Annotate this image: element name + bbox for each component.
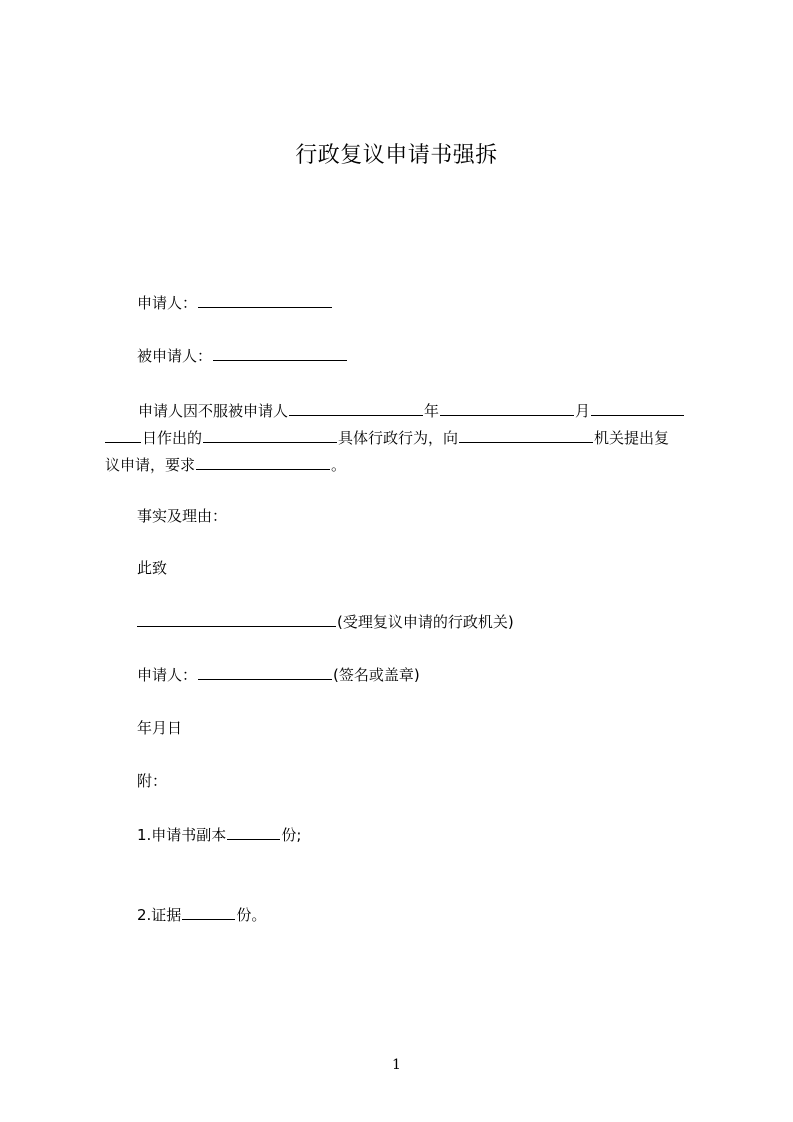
month-blank-part2[interactable]	[105, 427, 141, 443]
paragraph-text-1: 申请人因不服被申请人	[138, 402, 289, 420]
paragraph-text-request: 议申请，要求	[105, 456, 196, 474]
authority-blank[interactable]	[459, 427, 593, 443]
attachment1-count-blank[interactable]	[227, 824, 280, 840]
page-number: 1	[392, 1057, 401, 1073]
attachment2-prefix: 2.证据	[137, 906, 182, 924]
salutation: 此致	[137, 559, 168, 577]
date-line: 年月日	[137, 719, 183, 737]
request-paragraph	[105, 398, 705, 479]
facts-heading: 事实及理由：	[137, 507, 228, 525]
paragraph-text-review: 机关提出复	[594, 429, 670, 447]
paragraph-text-year: 年	[424, 402, 440, 420]
authority-line	[137, 611, 514, 632]
signature-line	[137, 664, 420, 685]
applicant-blank[interactable]	[198, 292, 332, 308]
respondent-name-blank[interactable]	[289, 400, 423, 416]
attachment1-suffix: 份;	[281, 826, 302, 844]
decision-blank[interactable]	[203, 427, 337, 443]
signature-note: (签名或盖章)	[333, 666, 420, 684]
paragraph-line-3	[105, 452, 705, 479]
request-blank[interactable]	[196, 454, 330, 470]
applicant-line	[137, 292, 333, 313]
authority-note: (受理复议申请的行政机关)	[337, 613, 514, 631]
signature-blank[interactable]	[198, 664, 332, 680]
year-blank[interactable]	[440, 400, 574, 416]
respondent-blank[interactable]	[213, 345, 347, 361]
respondent-line	[137, 345, 348, 366]
signature-label: 申请人：	[137, 666, 198, 684]
paragraph-text-day: 日作出的	[142, 429, 203, 447]
paragraph-line-1	[105, 398, 705, 425]
paragraph-line-2	[105, 425, 705, 452]
authority-name-blank[interactable]	[137, 611, 336, 627]
attachments-heading: 附：	[137, 772, 168, 790]
attachment2-suffix: 份。	[236, 906, 267, 924]
attachment1-prefix: 1.申请书副本	[137, 826, 227, 844]
attachment-item-2	[137, 904, 266, 925]
month-blank-part1[interactable]	[591, 400, 684, 416]
attachment2-count-blank[interactable]	[182, 904, 235, 920]
paragraph-text-action: 具体行政行为，向	[338, 429, 459, 447]
paragraph-text-end: 。	[331, 456, 347, 474]
attachment-item-1	[137, 824, 301, 845]
document-title: 行政复议申请书强拆	[295, 143, 498, 168]
respondent-label: 被申请人：	[137, 347, 213, 365]
paragraph-text-month: 月	[575, 402, 591, 420]
applicant-label: 申请人：	[137, 294, 198, 312]
